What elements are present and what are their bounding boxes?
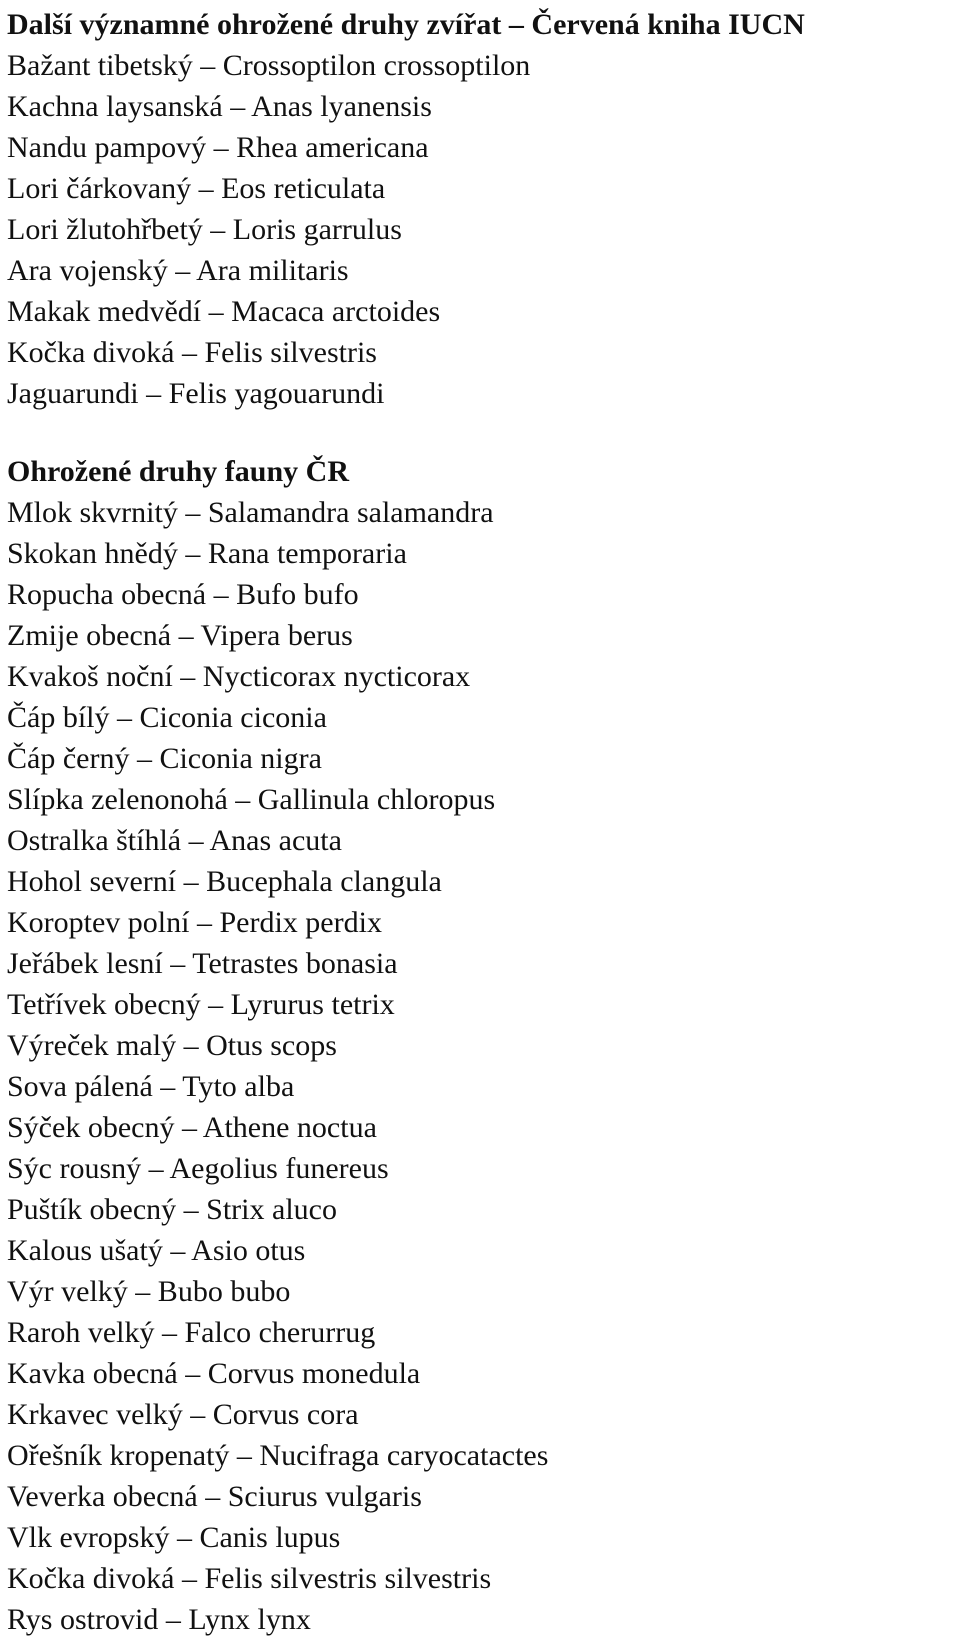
list-item: Lori žlutohřbetý – Loris garrulus [7, 213, 402, 246]
list-item: Ropucha obecná – Bufo bufo [7, 578, 359, 611]
list-item: Makak medvědí – Macaca arctoides [7, 295, 441, 328]
list-item: Sýc rousný – Aegolius funereus [7, 1152, 389, 1185]
list-item: Sova pálená – Tyto alba [7, 1070, 295, 1103]
list-item: Čáp bílý – Ciconia ciconia [7, 701, 327, 734]
czech-fauna-section [7, 452, 953, 1640]
list-item: Veverka obecná – Sciurus vulgaris [7, 1480, 422, 1513]
list-item: Kočka divoká – Felis silvestris silvestris [7, 1562, 492, 1595]
list-item: Kalous ušatý – Asio otus [7, 1234, 306, 1267]
list-item: Nandu pampový – Rhea americana [7, 131, 429, 164]
list-item: Slípka zelenonohá – Gallinula chloropus [7, 783, 496, 816]
list-item: Mlok skvrnitý – Salamandra salamandra [7, 496, 494, 529]
list-item: Kočka divoká – Felis silvestris [7, 336, 377, 369]
list-item: Rys ostrovid – Lynx lynx [7, 1603, 311, 1636]
document-page [7, 0, 953, 1640]
list-item: Ara vojenský – Ara militaris [7, 254, 349, 287]
list-item: Bažant tibetský – Crossoptilon crossoptilon [7, 49, 531, 82]
iucn-section [7, 5, 953, 414]
list-item: Vlk evropský – Canis lupus [7, 1521, 341, 1554]
list-item: Koroptev polní – Perdix perdix [7, 906, 382, 939]
list-item: Skokan hnědý – Rana temporaria [7, 537, 407, 570]
list-item: Puštík obecný – Strix aluco [7, 1193, 337, 1226]
czech-species-list [7, 492, 953, 1640]
list-item: Krkavec velký – Corvus cora [7, 1398, 359, 1431]
list-item: Jaguarundi – Felis yagouarundi [7, 377, 385, 410]
list-item: Ostralka štíhlá – Anas acuta [7, 824, 342, 857]
section-heading-czech-fauna: Ohrožené druhy fauny ČR [7, 455, 349, 488]
list-item: Výreček malý – Otus scops [7, 1029, 337, 1062]
list-item: Sýček obecný – Athene noctua [7, 1111, 377, 1144]
list-item: Raroh velký – Falco cherurrug [7, 1316, 376, 1349]
list-item: Čáp černý – Ciconia nigra [7, 742, 322, 775]
list-item: Kvakoš noční – Nycticorax nycticorax [7, 660, 471, 693]
section-heading-iucn: Další významné ohrožené druhy zvířat – Červená kniha IUCN [7, 8, 805, 41]
list-item: Zmije obecná – Vipera berus [7, 619, 353, 652]
list-item: Tetřívek obecný – Lyrurus tetrix [7, 988, 395, 1021]
list-item: Jeřábek lesní – Tetrastes bonasia [7, 947, 398, 980]
list-item: Hohol severní – Bucephala clangula [7, 865, 442, 898]
list-item: Kachna laysanská – Anas lyanensis [7, 90, 432, 123]
list-item: Výr velký – Bubo bubo [7, 1275, 291, 1308]
iucn-species-list [7, 45, 953, 414]
list-item: Lori čárkovaný – Eos reticulata [7, 172, 386, 205]
list-item: Kavka obecná – Corvus monedula [7, 1357, 421, 1390]
list-item: Ořešník kropenatý – Nucifraga caryocatactes [7, 1439, 549, 1472]
